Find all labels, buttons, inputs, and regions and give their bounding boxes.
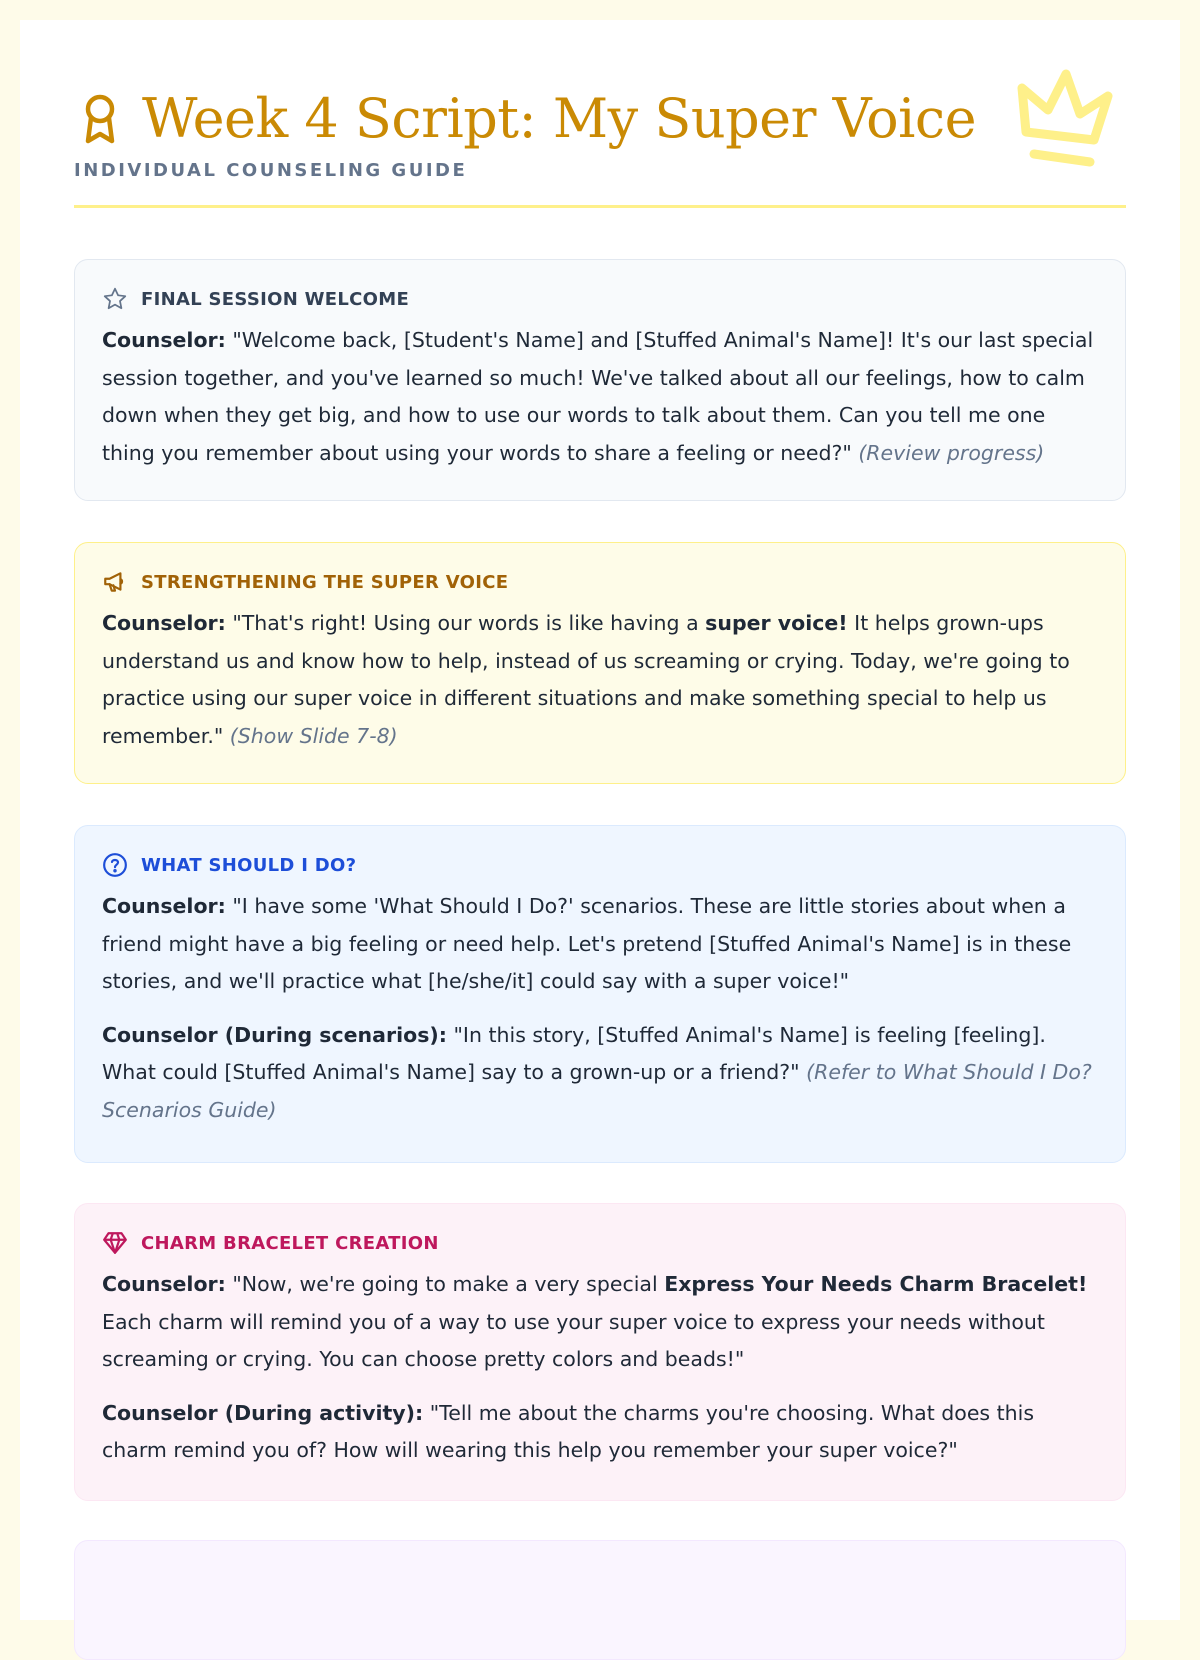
script-text: "Tell me about the charms you're choosing. What does this charm remind you of? How will wearing this help you remember your super voice?" xyxy=(102,1400,1035,1462)
script-text: "In this story, [Stuffed Animal's Name] is feeling [feeling]. What could [Stuffed Animal's Name] say to a grown-up or a friend?" xyxy=(102,1022,1046,1084)
emphasis-text: super voice! xyxy=(705,611,848,635)
megaphone-icon xyxy=(102,569,128,595)
script-paragraph xyxy=(102,888,1099,1001)
section-final-session-welcome xyxy=(74,259,1126,501)
script-text: "That's right! Using our words is like having a xyxy=(225,611,706,635)
script-text: Each charm will remind you of a way to use your super voice to express your needs without screaming or crying. You can choose pretty colors and beads!" xyxy=(102,1309,1045,1371)
title-row xyxy=(74,84,1126,154)
script-paragraph xyxy=(102,1017,1099,1130)
header-divider xyxy=(74,205,1126,208)
speaker-label: Counselor: xyxy=(102,611,226,635)
speaker-label: Counselor (During activity): xyxy=(102,1400,424,1425)
script-paragraph xyxy=(102,322,1099,472)
stage-note: (Refer to What Should I Do? Scenarios Guide) xyxy=(102,1060,1092,1122)
page-header xyxy=(20,20,1180,210)
speaker-label: Counselor: xyxy=(102,328,226,352)
award-icon xyxy=(80,93,120,145)
script-paragraph xyxy=(102,605,1099,755)
stage-note: (Show Slide 7-8) xyxy=(229,723,398,748)
speaker-label: Counselor: xyxy=(102,894,226,918)
help-circle-icon xyxy=(102,852,128,878)
section-heading: STRENGTHENING THE SUPER VOICE xyxy=(141,571,509,593)
section-header xyxy=(102,1230,1099,1256)
script-page xyxy=(20,20,1180,1620)
section-header xyxy=(102,286,1099,312)
script-text: "I have some 'What Should I Do?' scenarios. These are little stories about when a friend might have a big feeling or need help. Let's pretend [Stuffed Animal's Name] is in these stories, and we'll practice what [he/she/it] could say with a super voice!" xyxy=(102,894,1072,993)
page-title: Week 4 Script: My Super Voice xyxy=(142,87,977,150)
script-text: It helps grown-ups understand us and know how to help, instead of us screaming or crying. Today, we're going to practice using our super voice in different situations and make something special to help us remember." xyxy=(102,611,1070,748)
section-header xyxy=(102,852,1099,878)
script-text: "Welcome back, [Student's Name] and [Stuffed Animal's Name]! It's our last special session together, and you've learned so much! We've talked about all our feelings, how to calm down when they get big, and how to use our words to talk about them. Can you tell me one thing you remember about using your words to share a feeling or need?" xyxy=(102,328,1094,465)
section-heading: FINAL SESSION WELCOME xyxy=(141,288,410,310)
star-icon xyxy=(102,286,128,312)
page-subtitle: INDIVIDUAL COUNSELING GUIDE xyxy=(74,160,468,181)
crown-icon xyxy=(1014,66,1118,170)
section-charm-bracelet-creation xyxy=(74,1203,1126,1501)
section-heading: CHARM BRACELET CREATION xyxy=(141,1232,439,1254)
emphasis-text: Express Your Needs Charm Bracelet! xyxy=(664,1272,1088,1296)
section-header xyxy=(102,569,1099,595)
gem-icon xyxy=(102,1230,128,1256)
script-paragraph xyxy=(102,1266,1099,1379)
speaker-label: Counselor: xyxy=(102,1272,226,1296)
script-text: "Now, we're going to make a very special xyxy=(225,1272,665,1296)
speaker-label: Counselor (During scenarios): xyxy=(102,1022,447,1047)
section-strengthening-super-voice xyxy=(74,542,1126,784)
section-partial xyxy=(74,1540,1126,1660)
section-what-should-i-do xyxy=(74,825,1126,1163)
stage-note: (Review progress) xyxy=(858,440,1045,465)
section-heading: WHAT SHOULD I DO? xyxy=(141,854,357,876)
script-paragraph xyxy=(102,1395,1099,1470)
